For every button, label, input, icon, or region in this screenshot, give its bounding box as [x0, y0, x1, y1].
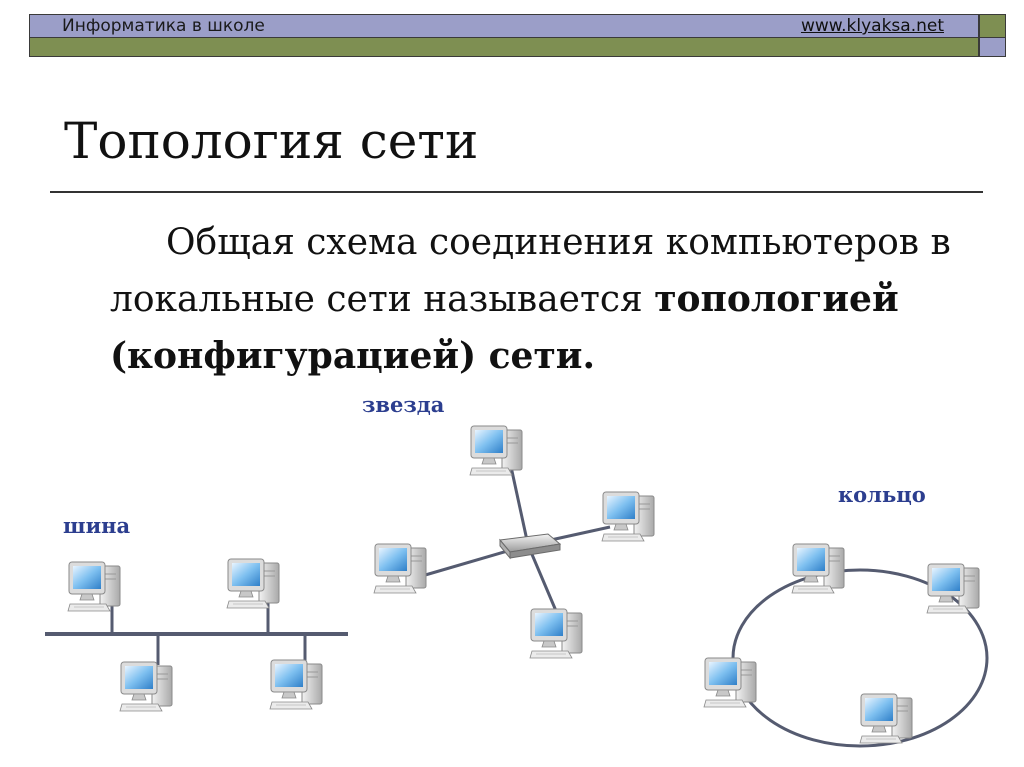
computer-icon [927, 564, 979, 613]
computer-icon [530, 609, 582, 658]
computer-icon [374, 544, 426, 593]
star-topology-label: звезда [362, 392, 445, 417]
paragraph-text: Общая схема соединения компьютеров в локальные сети называется [110, 222, 951, 320]
bus-diagram [45, 559, 348, 711]
bus-topology-label: шина [63, 513, 131, 538]
computer-icon [602, 492, 654, 541]
header-title: Информатика в школе [62, 16, 265, 36]
hub-icon [500, 534, 560, 558]
ring-diagram [704, 544, 987, 746]
paragraph-bold-term: топологией [654, 278, 899, 320]
computer-icon [120, 662, 172, 711]
header-link[interactable]: www.klyaksa.net [800, 16, 944, 36]
computer-icon [860, 694, 912, 743]
paragraph-bold-term-2: (конфигурацией) сети. [110, 335, 595, 377]
star-diagram [374, 426, 654, 658]
ring-topology-label: кольцо [838, 482, 926, 507]
computer-icon [68, 562, 120, 611]
computer-icon [270, 660, 322, 709]
computer-icon [792, 544, 844, 593]
computer-icon [227, 559, 279, 608]
slide-title: Топология сети [64, 112, 479, 170]
computer-icon [470, 426, 522, 475]
computer-icon [704, 658, 756, 707]
